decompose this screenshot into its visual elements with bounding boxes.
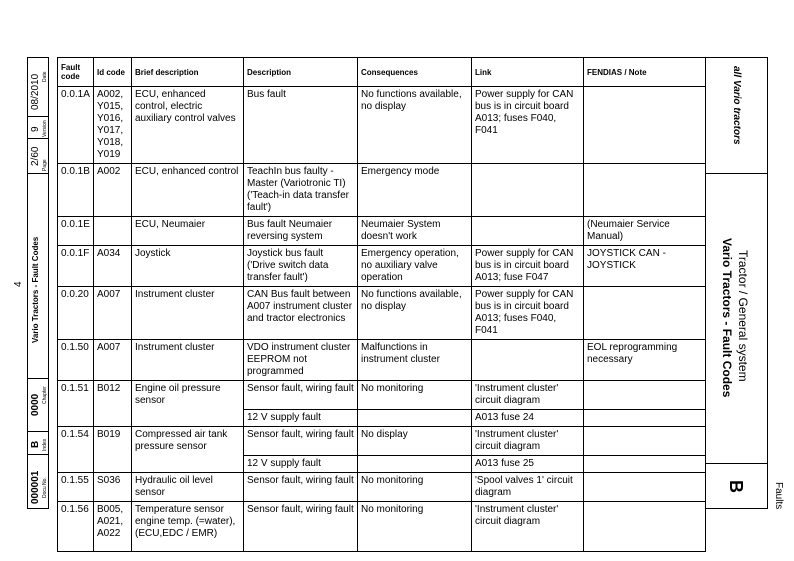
cell-fault-code: 0.1.54 [58,427,94,473]
cell-consequences: No functions available, no display [358,287,472,340]
cell-consequences: No monitoring [358,502,472,552]
cell-brief: Temperature sensor engine temp. (=water), (ECU,EDC / EMR) [132,502,244,552]
cell-fault-code: 0.1.51 [58,381,94,427]
table-row [58,87,706,164]
page-number: 4 [13,281,24,287]
cell-description: Bus fault Neumaier reversing system [244,217,358,246]
cell-description: Joystick bus fault ('Drive switch data transfer fault') [244,246,358,287]
version-label: Version [42,120,48,137]
document-title: Vario Tractors - Fault Codes [720,238,734,398]
col-header-fault-code: Fault code [58,58,94,87]
date-label: Date [42,71,48,82]
chapter-label: Chapter [42,386,48,404]
cell-consequences: No display [358,427,472,456]
cell-description: Sensor fault, wiring fault [244,502,358,552]
cell-id-code: A007 [94,287,132,340]
cell-brief: Engine oil pressure sensor [132,381,244,427]
cell-link: Power supply for CAN bus is in circuit board A013; fuses F040, F041 [472,287,584,340]
col-header-id-code: Id code [94,58,132,87]
cell-link [472,164,584,217]
cell-description: CAN Bus fault between A007 instrument cluster and tractor electronics [244,287,358,340]
cell-link: Power supply for CAN bus is in circuit board A013; fuse F047 [472,246,584,287]
table-row [58,164,706,217]
cell-link [472,340,584,381]
table-row [58,340,706,381]
index-value: B [30,440,41,448]
cell-brief: Hydraulic oil level sensor [132,473,244,502]
cell-link: 'Spool valves 1' circuit diagram [472,473,584,502]
col-header-link: Link [472,58,584,87]
cell-note [584,164,706,217]
cell-description: TeachIn bus faulty - Master (Variotronic TI) ('Teach-in data transfer fault') [244,164,358,217]
table-row [58,502,706,552]
cell-consequences: No monitoring [358,473,472,502]
system-subtitle: Tractor / General system [736,250,750,382]
cell-fault-code: 0.1.55 [58,473,94,502]
cell-id-code: B005, A021, A022 [94,502,132,552]
col-header-consequences: Consequences [358,58,472,87]
cell-fault-code: 0.1.50 [58,340,94,381]
left-strip-title: Vario Tractors - Fault Codes [31,236,40,343]
col-header-description: Description [244,58,358,87]
cell-brief: Instrument cluster [132,287,244,340]
cell-id-code: A002, Y015, Y016, Y017, Y018, Y019 [94,87,132,164]
cell-id-code: A034 [94,246,132,287]
cell-brief: Compressed air tank pressure sensor [132,427,244,473]
cell-consequences: No monitoring [358,381,472,410]
table-header-row [58,58,706,87]
cell-fault-code: 0.0.1F [58,246,94,287]
index-label: Index [42,438,48,451]
date-value: 08/2010 [30,73,41,110]
docu-value: 000001 [30,470,41,504]
cell-note [584,473,706,502]
table-row [58,427,706,456]
table-row [58,381,706,410]
cell-link: 'Instrument cluster' circuit diagram [472,381,584,410]
cell-brief: Instrument cluster [132,340,244,381]
cell-fault-code: 0.0.20 [58,287,94,340]
cell-id-code: B012 [94,381,132,427]
page-label: Page [42,159,48,171]
cell-link: A013 fuse 25 [472,456,584,473]
cell-id-code: B019 [94,427,132,473]
table-row [58,217,706,246]
cell-id-code: S036 [94,473,132,502]
cell-note: JOYSTICK CAN - JOYSTICK [584,246,706,287]
right-header-strip [705,57,768,509]
cell-id-code: A007 [94,340,132,381]
table-row [58,473,706,502]
cell-note [584,427,706,456]
cell-brief: ECU, enhanced control, electric auxiliary control valves [132,87,244,164]
cell-description: VDO instrument cluster EEPROM not programmed [244,340,358,381]
col-header-brief: Brief description [132,58,244,87]
cell-description: 12 V supply fault [244,456,358,473]
cell-description: Sensor fault, wiring fault [244,473,358,502]
cell-fault-code: 0.0.1E [58,217,94,246]
cell-link: 'Instrument cluster' circuit diagram [472,427,584,456]
col-header-note: FENDIAS / Note [584,58,706,87]
cell-link: A013 fuse 24 [472,410,584,427]
section-label: Faults [773,482,784,510]
cell-link: Power supply for CAN bus is in circuit board A013; fuses F040, F041 [472,87,584,164]
cell-note [584,502,706,552]
cell-fault-code: 0.1.56 [58,502,94,552]
cell-note [584,287,706,340]
cell-description: Sensor fault, wiring fault [244,381,358,410]
cell-description: Bus fault [244,87,358,164]
cell-consequences: Malfunctions in instrument cluster [358,340,472,381]
cell-note [584,456,706,473]
cell-consequences [358,456,472,473]
cell-description: Sensor fault, wiring fault [244,427,358,456]
table-row [58,287,706,340]
cell-note [584,381,706,410]
cell-consequences [358,410,472,427]
table-row [58,246,706,287]
cell-consequences: Emergency operation, no auxiliary valve operation [358,246,472,287]
series-label: all Vario tractors [731,66,742,145]
version-value: 9 [30,126,41,132]
index-letter: B [726,480,746,493]
chapter-value: 0000 [30,393,41,416]
cell-note: EOL reprogramming necessary [584,340,706,381]
cell-id-code: A002 [94,164,132,217]
left-info-strip [27,57,49,509]
cell-note [584,410,706,427]
page-value: 2/60 [30,146,41,166]
cell-link: 'Instrument cluster' circuit diagram [472,502,584,552]
cell-description: 12 V supply fault [244,410,358,427]
docu-label: Docu No. [42,477,48,498]
cell-link [472,217,584,246]
cell-consequences: Neumaier System doesn't work [358,217,472,246]
cell-consequences: No functions available, no display [358,87,472,164]
cell-consequences: Emergency mode [358,164,472,217]
cell-fault-code: 0.0.1A [58,87,94,164]
cell-note [584,87,706,164]
fault-code-table [57,57,706,552]
cell-id-code [94,217,132,246]
cell-brief: ECU, Neumaier [132,217,244,246]
cell-note: (Neumaier Service Manual) [584,217,706,246]
cell-brief: Joystick [132,246,244,287]
cell-fault-code: 0.0.1B [58,164,94,217]
cell-brief: ECU, enhanced control [132,164,244,217]
